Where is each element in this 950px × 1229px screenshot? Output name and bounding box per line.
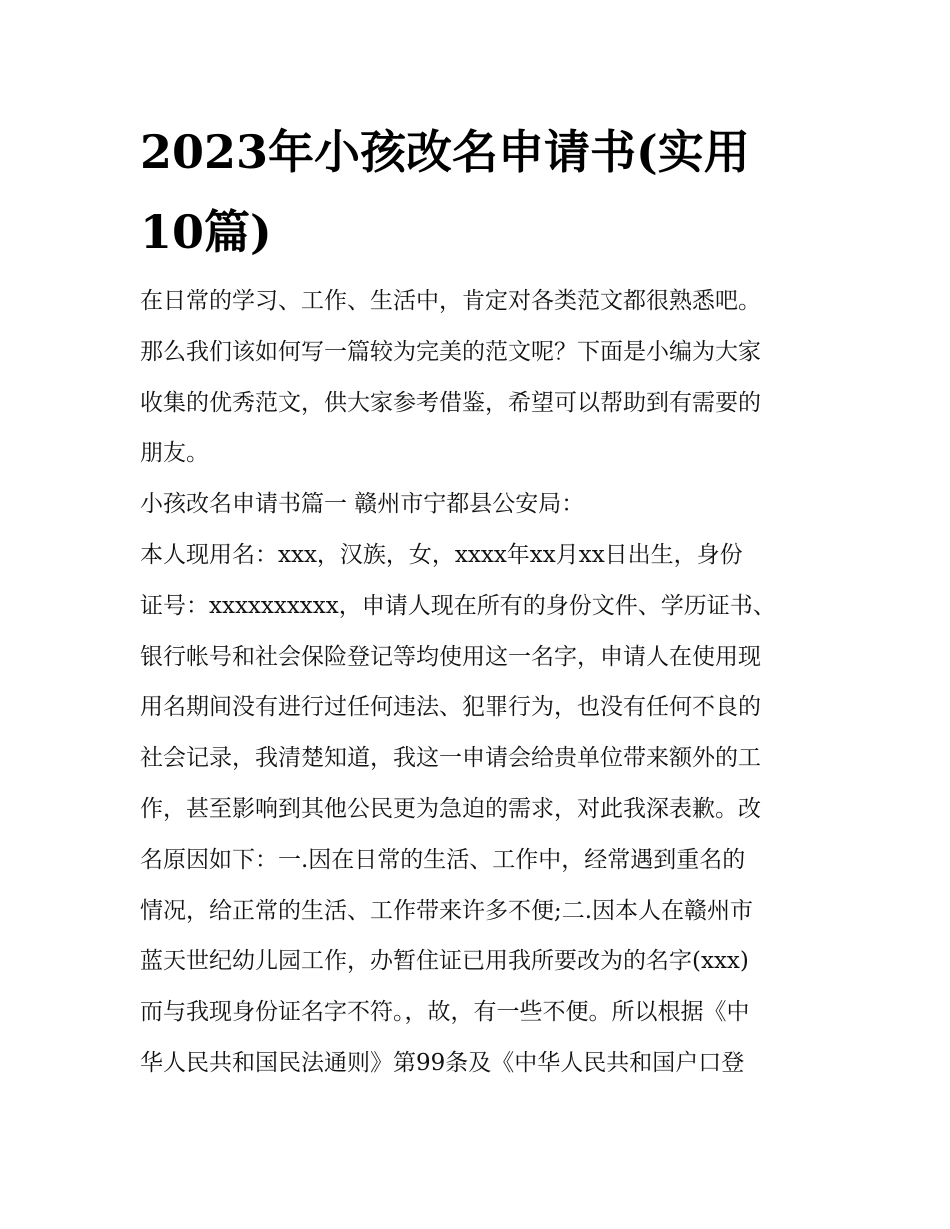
document-body (140, 276, 830, 1089)
body-line: 那么我们该如何写一篇较为完美的范文呢？下面是小编为大家 (140, 338, 761, 365)
title-line: 10篇) (140, 205, 272, 259)
document-title (140, 112, 820, 272)
body-line: 蓝天世纪幼儿园工作，办暂住证已用我所要改为的名字(xxx) (140, 948, 749, 975)
body-line: 情况，给正常的生活、工作带来许多不便;二.因本人在赣州市 (140, 897, 754, 924)
title-line: 2023年小孩改名申请书(实用 (140, 125, 750, 179)
body-line: 小孩改名申请书篇一 赣州市宁都县公安局： (140, 491, 585, 518)
body-line: 而与我现身份证名字不符。，故，有一些不便。所以根据《中 (140, 999, 750, 1026)
body-line: 朋友。 (140, 440, 209, 467)
body-line: 收集的优秀范文，供大家参考借鉴，希望可以帮助到有需要的 (140, 389, 761, 416)
body-line: 社会记录，我清楚知道，我这一申请会给贵单位带来额外的工 (140, 745, 761, 772)
body-line: 证号：xxxxxxxxxx，申请人现在所有的身份文件、学历证书、 (140, 592, 776, 619)
body-line: 名原因如下：一.因在日常的生活、工作中，经常遇到重名的 (140, 846, 746, 873)
body-line: 用名期间没有进行过任何违法、犯罪行为，也没有任何不良的 (140, 694, 761, 721)
body-line: 银行帐号和社会保险登记等均使用这一名字，申请人在使用现 (140, 643, 761, 670)
body-line: 在日常的学习、工作、生活中，肯定对各类范文都很熟悉吧。 (140, 288, 761, 314)
body-line: 本人现用名：xxx，汉族，女，xxxx年xx月xx日出生，身份 (140, 541, 743, 568)
body-line: 华人民共和国民法通则》第99条及《中华人民共和国户口登 (140, 1049, 745, 1076)
body-line: 作，甚至影响到其他公民更为急迫的需求，对此我深表歉。改 (140, 795, 761, 822)
